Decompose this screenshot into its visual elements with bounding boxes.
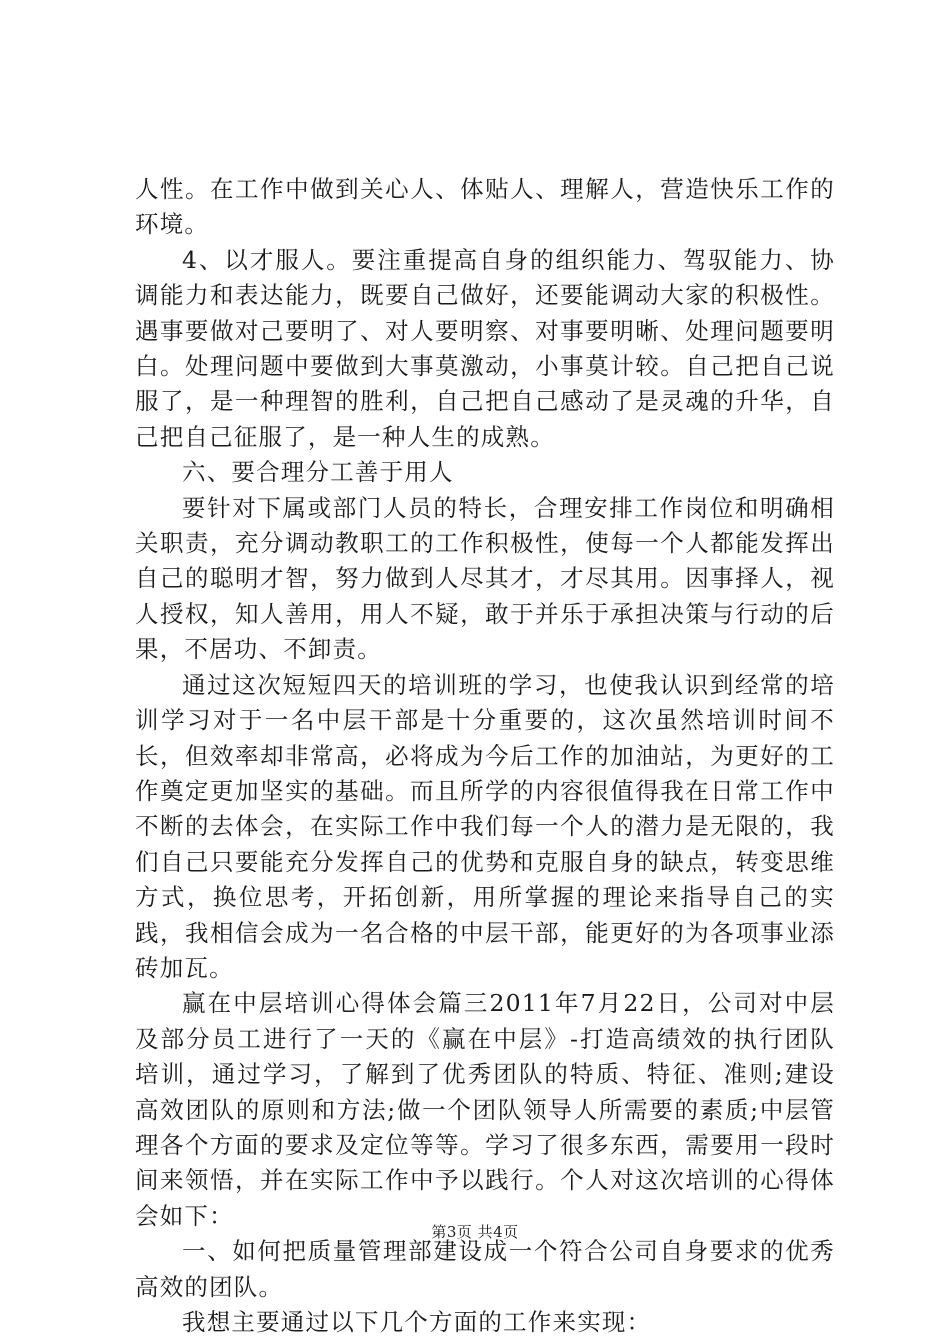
document-body [135,172,835,1340]
paragraph: 通过这次短短四天的培训班的学习，也使我认识到经常的培训学习对于一名中层干部是十分重要的，这次虽然培训时间不长，但效率却非常高，必将成为今后工作的加油站，为更好的工作奠定更加坚实的基础。而且所学的内容很值得我在日常工作中不断的去体会，在实际工作中我们每一个人的潜力是无限的，我们自己只要能充分发挥自己的优势和克服自身的缺点，转变思维方式，换位思考，开拓创新，用所掌握的理论来指导自己的实践，我相信会成为一名合格的中层干部，能更好的为各项事业添砖加瓦。 [135,670,835,982]
paragraph: 赢在中层培训心得体会篇三2011年7月22日，公司对中层及部分员工进行了一天的《赢在中层》-打造高绩效的执行团队培训，通过学习，了解到了优秀团队的特质、特征、准则;建设高效团队的原则和方法;做一个团队领导人所需要的素质;中层管理各个方面的要求及定位等等。学习了很多东西，需要用一段时间来领悟，并在实际工作中予以践行。个人对这次培训的心得体会如下： [135,989,835,1230]
page-number-footer: 第3页 共4页 [431,1223,519,1241]
paragraph: 4、以才服人。要注重提高自身的组织能力、驾驭能力、协调能力和表达能力，既要自己做好，还要能调动大家的积极性。遇事要做对己要明了、对人要明察、对事要明晰、处理问题要明白。处理问题中要做到大事莫激动，小事莫计较。自己把自己说服了，是一种理智的胜利，自己把自己感动了是灵魂的升华，自己把自己征服了，是一种人生的成熟。 [135,245,835,451]
paragraph: 要针对下属或部门人员的特长，合理安排工作岗位和明确相关职责，充分调动教职工的工作积极性，使每一个人都能发挥出自己的聪明才智，努力做到人尽其才，才尽其用。因事择人，视人授权，知人善用，用人不疑，敢于并乐于承担决策与行动的后果，不居功、不卸责。 [135,493,835,664]
paragraph: 一、如何把质量管理部建设成一个符合公司自身要求的优秀高效的团队。 [135,1237,835,1301]
paragraph: 我想主要通过以下几个方面的工作来实现： [182,1308,652,1336]
section-heading: 六、要合理分工善于用人 [182,458,454,487]
paragraph: 人性。在工作中做到关心人、体贴人、理解人，营造快乐工作的环境。 [135,175,835,239]
